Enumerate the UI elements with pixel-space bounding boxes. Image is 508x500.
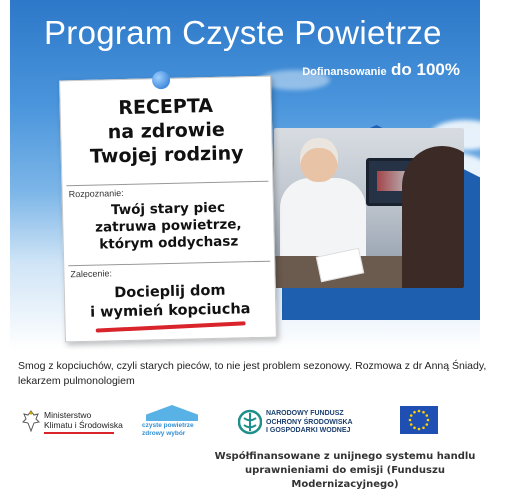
- cofinance-value: do 100%: [391, 60, 460, 79]
- divider: [68, 261, 270, 267]
- recommendation-label: Zalecenie:: [70, 268, 113, 280]
- divider: [66, 181, 268, 187]
- pushpin-icon: [152, 71, 170, 89]
- prescription-title: RECEPTA na zdrowie Twojej rodziny: [89, 94, 244, 168]
- eagle-emblem-icon: [22, 409, 40, 433]
- diagnosis-label: Rozpoznanie:: [68, 188, 124, 200]
- cofinance-label: Dofinansowanie: [302, 66, 387, 78]
- patient-figure: [402, 146, 464, 288]
- banner-title: Program Czyste Powietrze: [44, 14, 442, 51]
- doctor-head: [300, 138, 338, 182]
- ministry-red-bar: [44, 432, 114, 434]
- diagnosis-text: Twój stary piec zatruwa powietrze, którym oddychasz: [95, 199, 242, 253]
- article-caption: Smog z kopciuchów, czyli starych pieców, to nie jest problem sezonowy. Rozmowa z dr Anną Śniady, lekarzem pulmonologiem: [18, 360, 487, 387]
- cofinance-badge: [302, 60, 460, 80]
- doctor-photo: [274, 128, 464, 288]
- cofinanced-note: Współfinansowane z unijnego systemu handlu uprawnieniami do emisji (Funduszu Modernizacyjnego): [214, 451, 476, 490]
- ministry-logo: Ministerstwo Klimatu i Środowiska: [22, 408, 118, 436]
- program-banner: [10, 0, 480, 350]
- recommendation-text: Docieplij dom i wymień kopciucha: [89, 282, 251, 321]
- red-underline: [96, 321, 246, 332]
- nfosigw-logo: NARODOWY FUNDUSZ OCHRONY ŚRODOWISKA I GOSPODARKI WODNEJ: [238, 409, 368, 439]
- czyste-powietrze-logo: czyste powietrze zdrowy wybór: [142, 405, 202, 439]
- house-icon: [146, 405, 198, 421]
- nfosigw-emblem-icon: [238, 409, 262, 435]
- eu-flag-icon: [400, 406, 438, 434]
- prescription-card: [59, 76, 277, 343]
